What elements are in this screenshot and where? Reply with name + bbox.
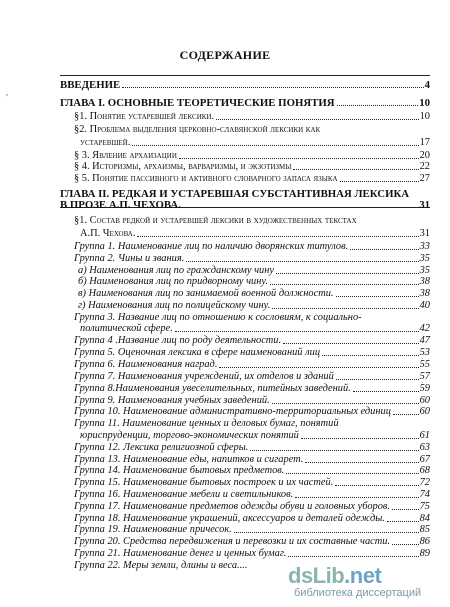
- toc-entry-text: Группа 15. Наименование бытовых построек и их частей.: [74, 477, 334, 488]
- leader-dots: [393, 414, 419, 415]
- leader-dots: [288, 556, 418, 557]
- leader-dots: [286, 473, 418, 474]
- leader-dots: [387, 521, 419, 522]
- rule-top: [60, 75, 430, 76]
- toc-page-number: 10: [419, 111, 430, 122]
- toc-entry: [60, 97, 430, 109]
- toc-entry-text: §1. Состав редкой и устаревшей лексики в художественных текстах: [74, 215, 357, 226]
- toc-entry-text: Группа 22. Меры земли, длины и веса....: [74, 560, 248, 571]
- leader-dots: [183, 207, 418, 208]
- margin-mark: ,: [6, 88, 8, 97]
- toc-entry-text: Группа 10. Наименование административно-территориальных единиц: [74, 406, 391, 417]
- toc-entry-text: Группа 1. Наименование лиц по наличию дворянских титулов.: [74, 241, 349, 252]
- leader-dots: [186, 261, 418, 262]
- toc-page-number: 27: [419, 173, 430, 184]
- toc-page-number: 42: [419, 323, 430, 334]
- toc-entry: [74, 335, 430, 347]
- toc-page-number: 74: [419, 489, 430, 500]
- leader-dots: [137, 236, 418, 237]
- toc-page-number: 67: [419, 454, 430, 465]
- toc-page-number: 22: [419, 161, 430, 172]
- toc-entry-text: Группа 4 .Название лиц по роду деятельности.: [74, 335, 282, 346]
- toc-entry: [74, 359, 430, 371]
- leader-dots: [272, 308, 418, 309]
- leader-dots: [336, 296, 419, 297]
- toc-page-number: 4: [424, 79, 430, 91]
- toc-entry-text: г) Наименования лиц по полицейскому чину.: [78, 300, 271, 311]
- toc-page-number: 59: [419, 383, 430, 394]
- leader-dots: [336, 379, 419, 380]
- toc-entry-text: Группа 8.Наименования увеселительных, питейных заведений.: [74, 383, 351, 394]
- toc-entry-text: Группа 18. Наименование украшений, аксессуаров и деталей одежды.: [74, 513, 385, 524]
- leader-dots: [353, 391, 419, 392]
- toc-entry-text: политической сфере.: [80, 323, 173, 334]
- toc-entry: [60, 199, 430, 211]
- toc-entry: [78, 276, 430, 288]
- toc-entry-text: Группа 21. Наименование денег и ценных бумаг.: [74, 548, 287, 559]
- toc-entry-text: Группа 19. Наименование причесок.: [74, 524, 232, 535]
- toc-page-number: 89: [419, 548, 430, 559]
- toc-entry-text: а) Наименования лиц по гражданскому чину: [78, 265, 275, 276]
- toc-entry-text: Группа 12. Лексика религиозной сферы.: [74, 442, 249, 453]
- dslib-logo: dsLib.net: [288, 563, 382, 588]
- toc-entry-text: ВВЕДЕНИЕ: [60, 79, 121, 91]
- toc-entry-text: Группа 13. Наименование еды, напитков и сигарет.: [74, 454, 304, 465]
- leader-dots: [270, 284, 419, 285]
- toc-entry-text: Группа 16. Наименование мебели и светильников.: [74, 489, 294, 500]
- toc-entry-text: Группа 17. Наименование предметов одежды обуви и головных уборов.: [74, 501, 391, 512]
- toc-entry-text: §1. Понятие устаревшей лексики.: [74, 111, 215, 122]
- toc-entry: [74, 215, 430, 227]
- toc-entry: [74, 442, 430, 454]
- toc-page-number: 63: [419, 442, 430, 453]
- toc-entry-text: устаревшей.: [80, 137, 131, 148]
- toc-entry: [74, 241, 430, 253]
- toc-entry-text: б) Наименования лиц по придворному чину.: [78, 276, 268, 287]
- toc-entry-text: § 5. Понятие пассивного и активного словарного запаса языка: [74, 173, 338, 184]
- toc-entry-text: Группа 20. Средства передвижения и перевозки и их составные части.: [74, 536, 391, 547]
- toc-entry-text: Группа 6. Наименования наград.: [74, 359, 218, 370]
- toc-page-number: 72: [419, 477, 430, 488]
- toc-entry-text: Группа 14. Наименование бытовых предметов.: [74, 465, 285, 476]
- leader-dots: [250, 450, 418, 451]
- toc-page-number: 75: [419, 501, 430, 512]
- leader-dots: [122, 87, 423, 88]
- toc-page-number: 33: [419, 241, 430, 252]
- toc-page-number: 60: [419, 406, 430, 417]
- leader-dots: [276, 273, 419, 274]
- toc-page-number: 38: [419, 288, 430, 299]
- toc-entry: [78, 300, 430, 312]
- toc-page-number: 86: [419, 536, 430, 547]
- toc-page-number: 47: [419, 335, 430, 346]
- leader-dots: [335, 485, 418, 486]
- leader-dots: [132, 145, 418, 146]
- leader-dots: [392, 509, 419, 510]
- toc-entry: [74, 406, 430, 418]
- toc-page-number: 55: [419, 359, 430, 370]
- leader-dots: [295, 497, 418, 498]
- leader-dots: [392, 544, 419, 545]
- toc-page-number: 61: [419, 430, 430, 441]
- toc-entry: [74, 383, 430, 395]
- toc-entry: [74, 548, 430, 560]
- toc-entry-text: в) Наименования лиц по занимаемой военной должности.: [78, 288, 334, 299]
- toc-page-number: 60: [419, 395, 430, 406]
- toc-page-number: 85: [419, 524, 430, 535]
- leader-dots: [219, 367, 418, 368]
- toc-page-number: 40: [419, 300, 430, 311]
- toc-entry-text: Группа 9. Наименования учебных заведений.: [74, 395, 270, 406]
- toc-entry: [74, 524, 430, 536]
- leader-dots: [350, 249, 418, 250]
- toc-entry: [80, 137, 430, 149]
- leader-dots: [337, 105, 419, 106]
- toc-entry-text: Группа 11. Наименование ценных и деловых бумаг, понятий: [74, 418, 339, 429]
- watermark-caption: библиотека диссертаций: [294, 587, 422, 599]
- watermark: [282, 563, 442, 601]
- toc-page-number: 35: [419, 253, 430, 264]
- toc-entry-text: В ПРОЗЕ А.П. ЧЕХОВА.: [60, 199, 181, 211]
- toc-page-number: 68: [419, 465, 430, 476]
- page-title: СОДЕРЖАНИЕ: [179, 48, 271, 62]
- leader-dots: [293, 169, 418, 170]
- toc-entry: [74, 418, 430, 430]
- toc-page-number: 38: [419, 276, 430, 287]
- toc-entry: [74, 465, 430, 477]
- toc-page-number: 31: [419, 228, 430, 239]
- toc-entry: [74, 501, 430, 513]
- toc-page-number: 84: [419, 513, 430, 524]
- leader-dots: [283, 343, 419, 344]
- toc-entry: [74, 161, 430, 173]
- toc-page-number: 20: [419, 150, 430, 161]
- leader-dots: [179, 158, 419, 159]
- toc-entry: [74, 124, 430, 136]
- toc-entry-text: юриспруденции, торгово-экономических понятий: [80, 430, 299, 441]
- leader-dots: [322, 355, 419, 356]
- leader-dots: [175, 331, 419, 332]
- toc-entry: [74, 477, 430, 489]
- toc-entry: [74, 347, 430, 359]
- toc-entry: [80, 430, 430, 442]
- toc-page-number: 10: [419, 97, 430, 109]
- toc-entry: [80, 323, 430, 335]
- toc-entry-text: ГЛАВА I. ОСНОВНЫЕ ТЕОРЕТИЧЕСКИЕ ПОНЯТИЯ: [60, 97, 335, 109]
- leader-dots: [301, 438, 419, 439]
- toc-entry-text: § 4. Историзмы, архаизмы, варваризмы, и экзотизмы: [74, 161, 292, 172]
- leader-dots: [305, 462, 418, 463]
- leader-dots: [234, 532, 419, 533]
- toc-entry-text: ГЛАВА II. РЕДКАЯ И УСТАРЕВШАЯ СУБСТАНТИВНАЯ ЛЕКСИКА: [60, 188, 410, 200]
- toc-entry: [74, 536, 430, 548]
- toc-page-number: 35: [419, 265, 430, 276]
- toc-entry-text: А.П. Чехова.: [80, 228, 136, 239]
- toc-page-number: 17: [419, 137, 430, 148]
- leader-dots: [272, 403, 419, 404]
- toc-entry: [74, 111, 430, 123]
- toc-entry-text: Группа 7. Наименования учреждений, их отделов и зданий: [74, 371, 334, 382]
- toc-entry: [80, 228, 430, 240]
- leader-dots: [216, 119, 419, 120]
- toc-page-number: 53: [419, 347, 430, 358]
- toc-entry: [74, 173, 430, 185]
- toc-entry-text: Группа 3. Название лиц по отношению к сословиям, к социально-: [74, 312, 362, 323]
- toc-entry-text: §2. Проблема выделения церковно-славянской лексики как: [74, 124, 321, 135]
- toc-entry: [60, 79, 430, 91]
- toc-entry: [74, 253, 430, 265]
- toc-entry-text: § 3. Явление архаизации: [74, 150, 177, 161]
- toc-entry: [74, 371, 430, 383]
- toc-entry: [74, 489, 430, 501]
- leader-dots: [340, 181, 419, 182]
- toc-entry-text: Группа 5. Оценочная лексика в сфере наименований лиц: [74, 347, 321, 358]
- toc-page-number: 31: [419, 199, 430, 211]
- toc-entry-text: Группа 2. Чины и звания.: [74, 253, 185, 264]
- toc-page-number: 57: [419, 371, 430, 382]
- toc-entry: [78, 288, 430, 300]
